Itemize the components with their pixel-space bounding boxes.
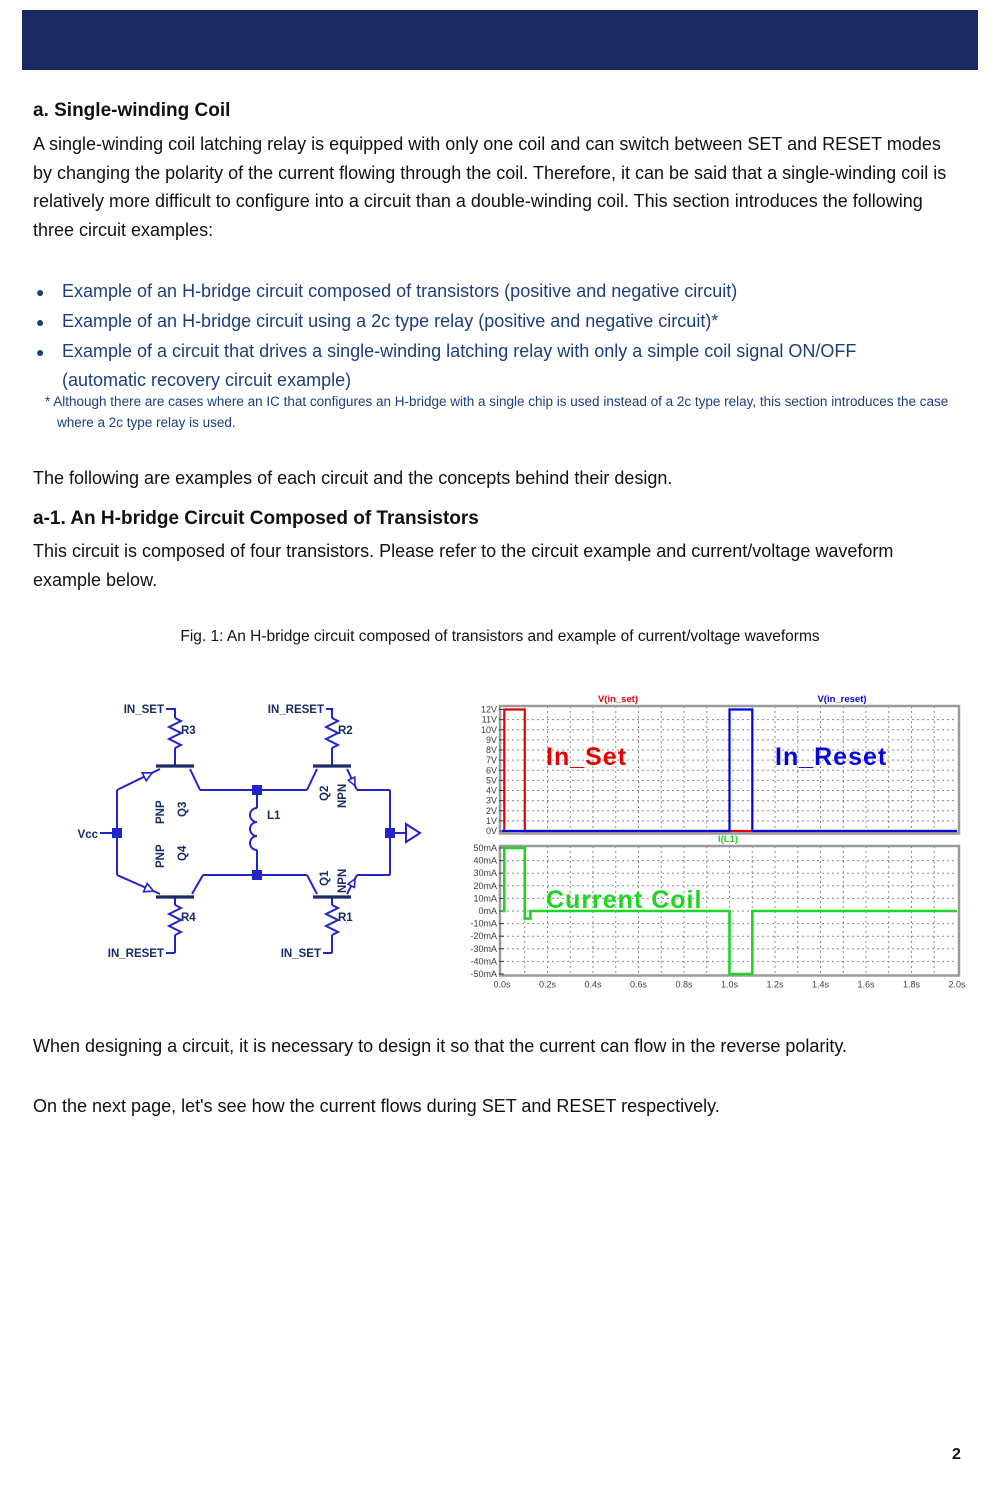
- y-tick-label: 20mA: [473, 880, 497, 891]
- y-tick-label: 10mA: [473, 893, 497, 904]
- resistor-r3: [169, 718, 181, 766]
- y-tick-label: 3V: [485, 795, 497, 806]
- q4-emitter-arrow-icon: [144, 884, 154, 892]
- label-q2-npn: NPN: [337, 783, 349, 808]
- y-tick-label: 0mA: [478, 906, 497, 916]
- node-coil-bottom: [252, 870, 262, 880]
- list-item: [36, 337, 916, 395]
- waveform-annotation: Current Coil: [546, 886, 703, 914]
- page-number: 2: [952, 1446, 961, 1463]
- y-tick-label: 12V: [480, 704, 497, 715]
- footnote: * Although there are cases where an IC that configures an H-bridge with a single chip is used instead of a 2c type relay, this section introduces the case where a 2c type relay is used.: [45, 394, 949, 430]
- label-l1: L1: [267, 810, 281, 822]
- y-tick-label: 5V: [485, 775, 497, 786]
- list-item: [36, 307, 916, 337]
- node-coil-top: [252, 785, 262, 795]
- x-tick-label: 1.4s: [811, 979, 830, 990]
- label-r2: R2: [338, 725, 353, 737]
- paragraph-lead-in: The following are examples of each circuit and the concepts behind their design.: [33, 468, 673, 488]
- heading-h-bridge-transistors: a-1. An H-bridge Circuit Composed of Transistors: [33, 508, 479, 529]
- label-vcc: Vcc: [77, 829, 98, 841]
- bullet-icon: ●: [36, 314, 45, 330]
- q1-emitter-arrow-icon: [348, 879, 355, 888]
- label-q1: Q1: [319, 870, 331, 886]
- bullet-list: [36, 277, 916, 395]
- y-tick-label: 7V: [485, 755, 497, 766]
- y-tick-label: 40mA: [473, 855, 497, 866]
- x-tick-label: 2.0s: [948, 979, 966, 990]
- bullet-text: Example of a circuit that drives a single-winding latching relay with only a simple coil signal ON/OFF (automatic recovery circuit example): [62, 341, 857, 390]
- trace-title: V(in_set): [597, 694, 639, 705]
- bullet-text: Example of an H-bridge circuit composed of transistors (positive and negative circuit): [62, 281, 738, 301]
- figure-1: [0, 690, 1000, 1002]
- label-in-reset-top: IN_RESET: [267, 704, 324, 716]
- x-tick-label: 1.8s: [902, 979, 921, 990]
- y-tick-label: -40mA: [470, 956, 497, 967]
- label-in-reset-bottom: IN_RESET: [107, 948, 164, 960]
- y-tick-label: -20mA: [470, 931, 497, 942]
- x-tick-label: 0.4s: [584, 979, 602, 990]
- label-q3: Q3: [177, 801, 189, 817]
- x-tick-label: 0.2s: [538, 979, 557, 990]
- output-port-icon: [406, 824, 420, 842]
- trace-title: V(in_reset): [817, 694, 867, 705]
- q2-emitter-arrow-icon: [348, 777, 355, 786]
- circuit-diagram: [60, 690, 460, 1002]
- x-tick-label: 0.8s: [675, 979, 693, 990]
- y-tick-label: 4V: [485, 785, 497, 796]
- y-tick-label: 8V: [485, 745, 497, 755]
- y-tick-label: 6V: [485, 765, 497, 776]
- bullet-icon: ●: [36, 344, 45, 360]
- figure-caption: Fig. 1: An H-bridge circuit composed of transistors and example of current/voltage waveforms: [180, 628, 820, 645]
- label-q4-pnp: PNP: [155, 844, 167, 868]
- label-in-set-bottom: IN_SET: [280, 948, 321, 960]
- node-output: [385, 828, 395, 838]
- x-tick-label: 1.0s: [720, 979, 739, 990]
- label-r1: R1: [338, 912, 353, 924]
- y-tick-label: -50mA: [470, 969, 497, 979]
- x-tick-label: 1.2s: [766, 979, 784, 990]
- y-tick-label: 50mA: [473, 843, 497, 853]
- paragraph-closing-1: When designing a circuit, it is necessary to design it so that the current can flow in the reverse polarity.: [33, 1036, 848, 1056]
- bullet-text: Example of an H-bridge circuit using a 2c type relay (positive and negative circuit)*: [62, 311, 719, 331]
- waveform-chart: [470, 690, 975, 1002]
- waveform-annotation: In_Set: [546, 743, 628, 771]
- resistor-r1: [323, 897, 338, 953]
- y-tick-label: 11V: [481, 714, 497, 725]
- trace-title: I(L1): [717, 834, 739, 845]
- y-tick-label: 2V: [485, 805, 497, 816]
- label-r3: R3: [181, 725, 196, 737]
- waveform-annotation: In_Reset: [775, 743, 888, 771]
- label-in-set-top: IN_SET: [123, 704, 164, 716]
- paragraph-a1: This circuit is composed of four transistors. Please refer to the circuit example and current/voltage waveform example below.: [33, 541, 894, 590]
- label-r4: R4: [181, 912, 196, 924]
- y-tick-label: 1V: [485, 815, 497, 826]
- x-tick-label: 0.0s: [493, 979, 511, 990]
- q3-emitter-arrow-icon: [142, 773, 152, 781]
- y-tick-label: 30mA: [473, 868, 497, 879]
- y-tick-label: -10mA: [470, 918, 497, 929]
- node-vcc: [112, 828, 122, 838]
- label-q2: Q2: [319, 785, 331, 801]
- y-tick-label: 0V: [485, 826, 497, 836]
- y-tick-label: -30mA: [470, 943, 497, 954]
- paragraph-closing-2: On the next page, let's see how the current flows during SET and RESET respectively.: [33, 1096, 720, 1116]
- y-tick-label: 10V: [480, 724, 497, 735]
- list-item: [36, 277, 916, 307]
- y-tick-label: 9V: [485, 734, 497, 745]
- bullet-icon: ●: [36, 284, 45, 300]
- resistor-r2: [326, 718, 338, 766]
- resistor-r4: [166, 897, 181, 953]
- x-tick-label: 1.6s: [857, 979, 875, 990]
- label-q3-pnp: PNP: [155, 800, 167, 824]
- x-tick-label: 0.6s: [629, 979, 648, 990]
- label-q1-npn: NPN: [337, 868, 349, 893]
- section-header-banner: [22, 10, 978, 70]
- paragraph-intro: A single-winding coil latching relay is equipped with only one coil and can switch between SET and RESET modes by changing the polarity of the current flowing through the coil. Therefore, it can be said that a single-winding coil is relatively more difficult to configure into a circuit than a double-winding coil. This section introduces the following three circuit examples:: [33, 134, 947, 240]
- heading-single-winding-coil: a. Single-winding Coil: [33, 100, 231, 121]
- inductor-coil: [250, 808, 257, 850]
- label-q4: Q4: [177, 845, 189, 861]
